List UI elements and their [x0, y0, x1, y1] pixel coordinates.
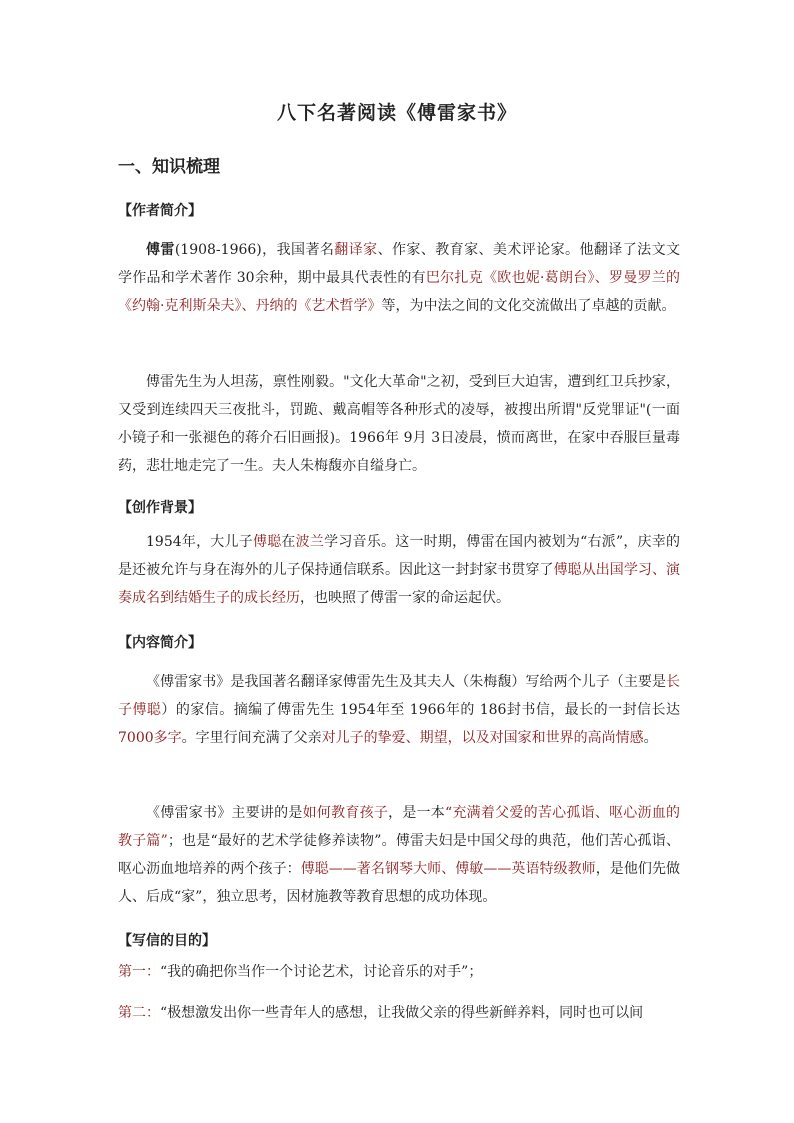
highlight-word-count: 7000多字	[118, 730, 182, 746]
purpose-label-second: 第二：	[118, 1005, 160, 1021]
content-paragraph-1	[118, 668, 680, 752]
background-text: 在	[281, 534, 296, 550]
highlight-education: 如何教育孩子	[302, 805, 389, 821]
highlight-fucong: 傅聪	[252, 534, 282, 550]
purpose-heading: 【写信的目的】	[118, 933, 216, 949]
content-text: 《傅雷家书》是我国著名翻译家傅雷先生及其夫人（朱梅馥）写给两个儿子（主要是	[146, 674, 666, 690]
content-text: 。字里行间充满了父亲	[181, 730, 322, 746]
section-heading-knowledge: 一、知识梳理	[118, 157, 220, 177]
highlight-poland: 波兰	[295, 534, 325, 550]
document-title: 八下名著阅读《傅雷家书》	[276, 102, 517, 124]
purpose-label-first: 第一：	[118, 964, 160, 980]
author-paragraph-1	[118, 236, 680, 320]
background-text: 1954年，大儿子	[146, 534, 253, 550]
background-text-end: ，也映照了傅雷一家的命运起伏。	[300, 590, 510, 606]
content-text: ，是一本	[388, 805, 446, 821]
highlight-growth: 傅聪从出国学习、演奏成名到结婚生子的成长经历	[118, 562, 681, 606]
highlight-eldest-son: 长子傅聪	[118, 674, 680, 718]
background-heading: 【创作背景】	[118, 500, 202, 516]
content-text: 《傅雷家书》主要讲的是	[146, 805, 303, 821]
background-text: 学习音乐。这一时期，傅雷在国内被划为“右派”，庆幸的是还被允许与身在海外的儿子保持通信联系。因此这一封封家书贯穿了	[118, 534, 680, 578]
content-text: ）的家信。摘编了傅雷先生 1954年至 1966年的 186封书信，最长的一封信长达	[161, 702, 680, 718]
author-text-end: 等，为中法之间的文化交流做出了卓越的贡献。	[381, 298, 676, 314]
author-dates: (1908-1966)，我国著名	[174, 242, 335, 258]
purpose-text: “极想激发出你一些青年人的感想，让我做父亲的得些新鲜养料，同时也可以间	[160, 1005, 644, 1021]
highlight-love: 对儿子的挚爱、期望，以及对国家和世界的高尚情感	[321, 730, 644, 746]
content-heading: 【内容简介】	[118, 635, 202, 651]
highlight-quote: “充满着父爱的苦心孤诣、呕心沥血的教子篇”	[118, 805, 681, 849]
highlight-translator: 翻译家	[334, 242, 378, 258]
purpose-text: ；	[468, 964, 483, 980]
content-text: ；也是“最好的艺术学徒修养读物”。傅雷夫妇是中国父母的典范，他们苦心孤诣、呕心沥血地培养的两个孩子：	[118, 833, 680, 877]
content-text-end: ，是他们先做人、后成“家”，独立思考，因材施教等教育思想的成功体现。	[118, 861, 681, 905]
purpose-line-1	[118, 958, 680, 986]
content-text-end: 。	[643, 730, 658, 746]
purpose-text: “我的确把你当作一个讨论艺术，讨论音乐的对手”	[160, 964, 469, 980]
author-name: 傅雷	[146, 242, 175, 258]
background-paragraph	[118, 528, 680, 612]
author-paragraph-2: 傅雷先生为人坦荡，禀性刚毅。"文化大革命"之初，受到巨大迫害，遭到红卫兵抄家，又受到连续四天三夜批斗，罚跪、戴高帽等各种形式的凌辱，被搜出所谓"反党罪证"(一面小镜子和一张褪色的蒋介石旧画报)。1966年 9月 3日凌晨，愤而离世，在家中吞服巨量毒药，悲壮地走完了一生。夫人朱梅馥亦自缢身亡。	[118, 374, 680, 474]
highlight-children: 傅聪——著名钢琴大师、傅敏——英语特级教师	[300, 861, 596, 877]
content-paragraph-2	[118, 799, 680, 911]
author-heading: 【作者简介】	[118, 203, 202, 219]
purpose-line-2	[118, 999, 680, 1027]
highlight-works: 巴尔扎克《欧也妮·葛朗台》、罗曼罗兰的《约翰·克利斯朵夫》、丹纳的《艺术哲学》	[118, 270, 680, 314]
author-text: 、作家、教育家、美术评论家。他翻译了法文文学作品和学术著作 30余种，期中最具代表性的有	[118, 242, 680, 286]
